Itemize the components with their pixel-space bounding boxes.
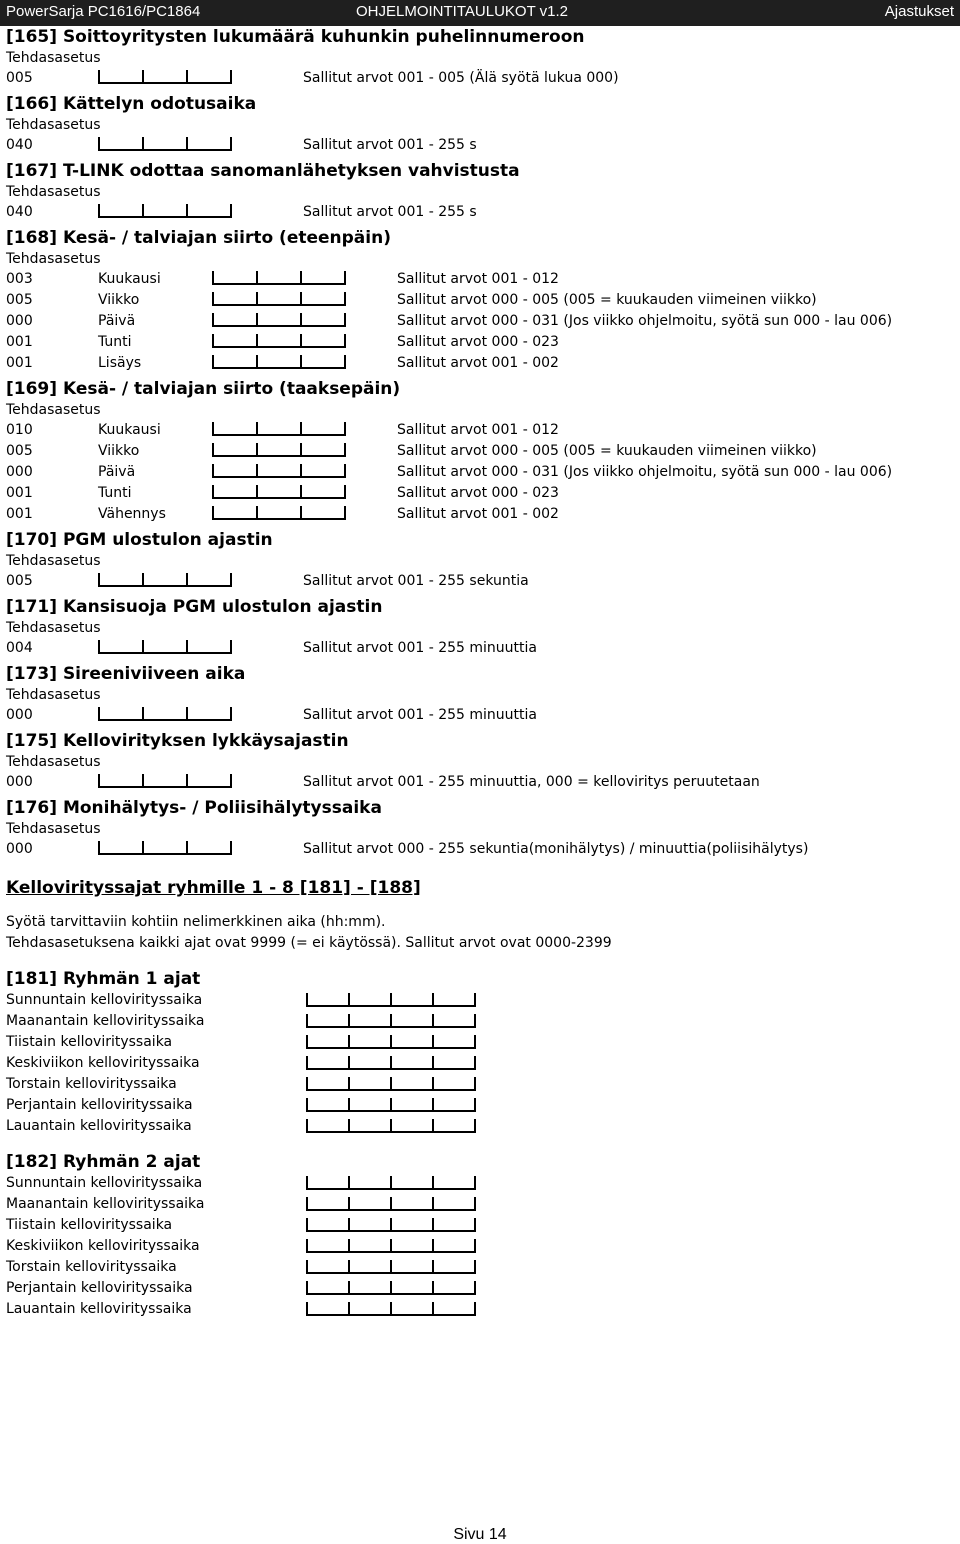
entry-boxes[interactable] <box>212 464 346 478</box>
factory-value: 010 <box>6 422 33 438</box>
field-label: Lisäys <box>98 355 142 371</box>
day-row <box>6 1116 956 1137</box>
factory-value: 004 <box>6 640 33 656</box>
group-182 <box>6 1151 956 1320</box>
value-row <box>6 353 956 374</box>
factory-value: 000 <box>6 841 33 857</box>
section-title: [176] Monihälytys- / Poliisihälytyssaika <box>6 798 382 818</box>
group-181 <box>6 968 956 1137</box>
day-label: Tiistain kellovirityssaika <box>6 1217 173 1233</box>
section-171 <box>6 596 956 659</box>
value-row <box>6 68 956 89</box>
field-label: Kuukausi <box>98 271 161 287</box>
entry-boxes[interactable] <box>98 573 232 587</box>
day-label: Lauantain kellovirityssaika <box>6 1118 192 1134</box>
allowed-values: Sallitut arvot 000 - 031 (Jos viikko ohjelmoitu, syötä sun 000 - lau 006) <box>397 464 893 480</box>
factory-default-label: Tehdasasetus <box>6 117 101 133</box>
section-170 <box>6 529 956 592</box>
factory-value: 000 <box>6 313 33 329</box>
factory-default-label: Tehdasasetus <box>6 754 101 770</box>
day-row <box>6 1011 956 1032</box>
value-row <box>6 504 956 525</box>
allowed-values: Sallitut arvot 001 - 002 <box>397 506 559 522</box>
value-row <box>6 311 956 332</box>
section-title: [168] Kesä- / talviajan siirto (eteenpäin) <box>6 228 391 248</box>
day-label: Tiistain kellovirityssaika <box>6 1034 173 1050</box>
entry-boxes[interactable] <box>212 334 346 348</box>
allowed-values: Sallitut arvot 000 - 023 <box>397 485 559 501</box>
day-row <box>6 1278 956 1299</box>
entry-boxes[interactable] <box>98 204 232 218</box>
factory-value: 001 <box>6 506 33 522</box>
day-row <box>6 1074 956 1095</box>
page-number: Sivu 14 <box>453 1526 507 1543</box>
entry-boxes[interactable] <box>212 422 346 436</box>
day-label: Torstain kellovirityssaika <box>6 1076 177 1092</box>
section-title: [165] Soittoyritysten lukumäärä kuhunkin puhelinnumeroon <box>6 27 585 47</box>
factory-value: 001 <box>6 355 33 371</box>
factory-value: 001 <box>6 334 33 350</box>
factory-value: 005 <box>6 443 33 459</box>
time-entry-boxes[interactable] <box>306 1281 476 1295</box>
allowed-values: Sallitut arvot 000 - 005 (005 = kuukauden viimeinen viikko) <box>397 443 817 459</box>
section-title: [171] Kansisuoja PGM ulostulon ajastin <box>6 597 383 617</box>
factory-value: 005 <box>6 292 33 308</box>
value-row <box>6 462 956 483</box>
value-row <box>6 705 956 726</box>
allowed-values: Sallitut arvot 000 - 023 <box>397 334 559 350</box>
header-doc-title: OHJELMOINTITAULUKOT v1.2 <box>356 3 568 20</box>
value-row <box>6 483 956 504</box>
entry-boxes[interactable] <box>98 841 232 855</box>
value-row <box>6 269 956 290</box>
section-176 <box>6 797 956 860</box>
arm-times-defaults: Tehdasasetuksena kaikki ajat ovat 9999 (= ei käytössä). Sallitut arvot ovat 0000-2399 <box>6 935 612 951</box>
day-row <box>6 1095 956 1116</box>
section-title: [167] T-LINK odottaa sanomanlähetyksen vahvistusta <box>6 161 520 181</box>
time-entry-boxes[interactable] <box>306 1077 476 1091</box>
day-row <box>6 1173 956 1194</box>
section-165 <box>6 26 956 89</box>
entry-boxes[interactable] <box>98 640 232 654</box>
allowed-values: Sallitut arvot 001 - 012 <box>397 422 559 438</box>
arm-times-heading: Kellovirityssajat ryhmille 1 - 8 [181] - [188] <box>6 878 421 898</box>
factory-default-label: Tehdasasetus <box>6 50 101 66</box>
allowed-values: Sallitut arvot 001 - 255 sekuntia <box>303 573 529 589</box>
factory-default-label: Tehdasasetus <box>6 553 101 569</box>
day-row <box>6 1215 956 1236</box>
day-label: Perjantain kellovirityssaika <box>6 1280 193 1296</box>
factory-default-label: Tehdasasetus <box>6 402 101 418</box>
time-entry-boxes[interactable] <box>306 1218 476 1232</box>
time-entry-boxes[interactable] <box>306 1176 476 1190</box>
document-body <box>6 26 956 1320</box>
section-title: [169] Kesä- / talviajan siirto (taaksepäin) <box>6 379 401 399</box>
field-label: Kuukausi <box>98 422 161 438</box>
factory-default-label: Tehdasasetus <box>6 620 101 636</box>
day-label: Perjantain kellovirityssaika <box>6 1097 193 1113</box>
factory-value: 000 <box>6 707 33 723</box>
value-row <box>6 202 956 223</box>
allowed-values: Sallitut arvot 001 - 255 minuuttia <box>303 707 538 723</box>
factory-value: 005 <box>6 573 33 589</box>
section-title: [166] Kättelyn odotusaika <box>6 94 257 114</box>
allowed-values: Sallitut arvot 001 - 002 <box>397 355 559 371</box>
allowed-values: Sallitut arvot 001 - 255 minuuttia <box>303 640 538 656</box>
time-entry-boxes[interactable] <box>306 1056 476 1070</box>
time-entry-boxes[interactable] <box>306 1197 476 1211</box>
value-row <box>6 332 956 353</box>
day-row <box>6 1236 956 1257</box>
factory-default-label: Tehdasasetus <box>6 251 101 267</box>
day-row <box>6 1053 956 1074</box>
section-title: [170] PGM ulostulon ajastin <box>6 530 273 550</box>
section-166 <box>6 93 956 156</box>
section-175 <box>6 730 956 793</box>
factory-value: 000 <box>6 464 33 480</box>
entry-boxes[interactable] <box>212 271 346 285</box>
factory-default-label: Tehdasasetus <box>6 184 101 200</box>
allowed-values: Sallitut arvot 000 - 255 sekuntia(monihälytys) / minuuttia(poliisihälytys) <box>303 841 809 857</box>
day-label: Keskiviikon kellovirityssaika <box>6 1238 200 1254</box>
allowed-values: Sallitut arvot 001 - 255 minuuttia, 000 = kelloviritys peruutetaan <box>303 774 760 790</box>
value-row <box>6 638 956 659</box>
allowed-values: Sallitut arvot 000 - 005 (005 = kuukauden viimeinen viikko) <box>397 292 817 308</box>
allowed-values: Sallitut arvot 001 - 005 (Älä syötä lukua 000) <box>303 70 619 86</box>
value-row <box>6 420 956 441</box>
page-header <box>0 0 960 26</box>
factory-value: 040 <box>6 204 33 220</box>
value-row <box>6 135 956 156</box>
factory-default-label: Tehdasasetus <box>6 687 101 703</box>
allowed-values: Sallitut arvot 000 - 031 (Jos viikko ohjelmoitu, syötä sun 000 - lau 006) <box>397 313 893 329</box>
allowed-values: Sallitut arvot 001 - 012 <box>397 271 559 287</box>
time-entry-boxes[interactable] <box>306 1239 476 1253</box>
field-label: Päivä <box>98 313 136 329</box>
header-product: PowerSarja PC1616/PC1864 <box>6 3 201 20</box>
day-row <box>6 1032 956 1053</box>
factory-value: 005 <box>6 70 33 86</box>
day-row <box>6 1194 956 1215</box>
field-label: Tunti <box>98 334 132 350</box>
entry-boxes[interactable] <box>98 774 232 788</box>
entry-boxes[interactable] <box>98 70 232 84</box>
field-label: Päivä <box>98 464 136 480</box>
day-row <box>6 1257 956 1278</box>
section-169 <box>6 378 956 525</box>
time-entry-boxes[interactable] <box>306 1014 476 1028</box>
time-entry-boxes[interactable] <box>306 1098 476 1112</box>
time-entry-boxes[interactable] <box>306 1119 476 1133</box>
entry-boxes[interactable] <box>212 485 346 499</box>
section-title: [175] Kellovirityksen lykkäysajastin <box>6 731 349 751</box>
day-row <box>6 990 956 1011</box>
group-title: [181] Ryhmän 1 ajat <box>6 969 201 989</box>
entry-boxes[interactable] <box>212 443 346 457</box>
factory-value: 040 <box>6 137 33 153</box>
allowed-values: Sallitut arvot 001 - 255 s <box>303 204 477 220</box>
day-row <box>6 1299 956 1320</box>
section-167 <box>6 160 956 223</box>
field-label: Viikko <box>98 292 140 308</box>
factory-default-label: Tehdasasetus <box>6 821 101 837</box>
arm-times-instruction: Syötä tarvittaviin kohtiin nelimerkkinen aika (hh:mm). <box>6 914 386 930</box>
entry-boxes[interactable] <box>212 313 346 327</box>
group-title: [182] Ryhmän 2 ajat <box>6 1152 201 1172</box>
value-row <box>6 441 956 462</box>
day-label: Keskiviikon kellovirityssaika <box>6 1055 200 1071</box>
field-label: Tunti <box>98 485 132 501</box>
section-title: [173] Sireeniviiveen aika <box>6 664 246 684</box>
factory-value: 001 <box>6 485 33 501</box>
day-label: Maanantain kellovirityssaika <box>6 1013 205 1029</box>
value-row <box>6 772 956 793</box>
field-label: Vähennys <box>98 506 166 522</box>
field-label: Viikko <box>98 443 140 459</box>
time-entry-boxes[interactable] <box>306 1035 476 1049</box>
time-entry-boxes[interactable] <box>306 1260 476 1274</box>
time-entry-boxes[interactable] <box>306 993 476 1007</box>
header-chapter: Ajastukset <box>884 3 954 20</box>
time-entry-boxes[interactable] <box>306 1302 476 1316</box>
entry-boxes[interactable] <box>98 707 232 721</box>
day-label: Torstain kellovirityssaika <box>6 1259 177 1275</box>
entry-boxes[interactable] <box>212 292 346 306</box>
day-label: Sunnuntain kellovirityssaika <box>6 992 203 1008</box>
value-row <box>6 290 956 311</box>
allowed-values: Sallitut arvot 001 - 255 s <box>303 137 477 153</box>
entry-boxes[interactable] <box>212 506 346 520</box>
day-label: Lauantain kellovirityssaika <box>6 1301 192 1317</box>
factory-value: 003 <box>6 271 33 287</box>
factory-value: 000 <box>6 774 33 790</box>
section-173 <box>6 663 956 726</box>
value-row <box>6 839 956 860</box>
value-row <box>6 571 956 592</box>
entry-boxes[interactable] <box>98 137 232 151</box>
section-168 <box>6 227 956 374</box>
entry-boxes[interactable] <box>212 355 346 369</box>
day-label: Maanantain kellovirityssaika <box>6 1196 205 1212</box>
day-label: Sunnuntain kellovirityssaika <box>6 1175 203 1191</box>
